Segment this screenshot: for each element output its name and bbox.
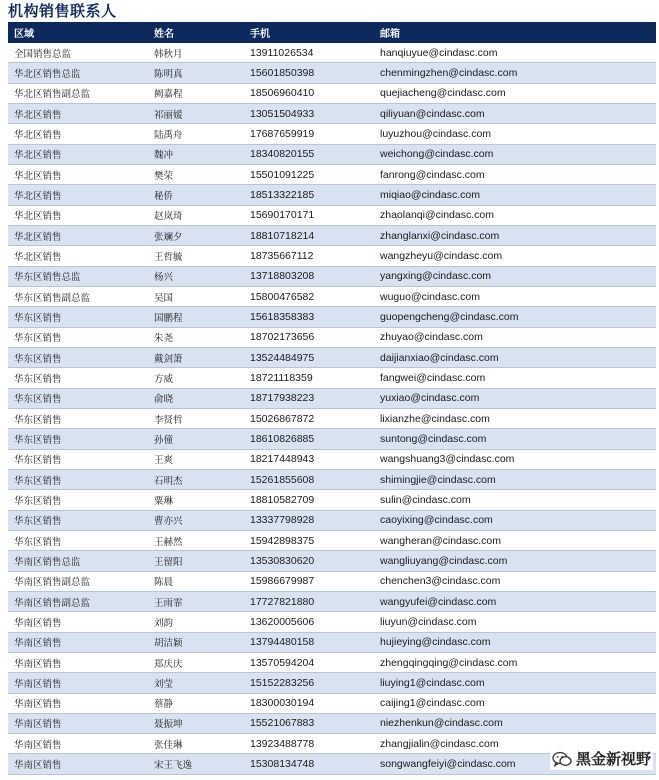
cell-email: wuguo@cindasc.com (374, 286, 656, 306)
cell-email: daijianxiao@cindasc.com (374, 347, 656, 367)
cell-region: 华东区销售 (8, 510, 148, 530)
cell-region: 华南区销售 (8, 754, 148, 774)
cell-email: luyuzhou@cindasc.com (374, 124, 656, 144)
cell-email: sulin@cindasc.com (374, 490, 656, 510)
cell-phone: 18513322185 (244, 185, 374, 205)
cell-phone: 13794480158 (244, 632, 374, 652)
cell-phone: 13718803208 (244, 266, 374, 286)
contact-table (8, 22, 656, 775)
cell-region: 华北区销售 (8, 246, 148, 266)
cell-phone: 15601850398 (244, 63, 374, 83)
cell-phone: 15501091225 (244, 164, 374, 184)
cell-region: 华南区销售 (8, 734, 148, 754)
table-row (8, 225, 656, 245)
cell-email: songwangfeiyi@cindasc.com (374, 754, 656, 774)
table-row (8, 612, 656, 632)
table-row (8, 408, 656, 428)
cell-email: qiliyuan@cindasc.com (374, 103, 656, 123)
cell-phone: 15690170171 (244, 205, 374, 225)
cell-email: liuying1@cindasc.com (374, 673, 656, 693)
cell-phone: 18340820155 (244, 144, 374, 164)
cell-region: 华北区销售 (8, 144, 148, 164)
cell-region: 华南区销售 (8, 652, 148, 672)
cell-email: niezhenkun@cindasc.com (374, 713, 656, 733)
cell-name: 王雨霏 (148, 591, 244, 611)
page-title: 机构销售联系人 (8, 2, 117, 20)
cell-phone: 15521067883 (244, 713, 374, 733)
cell-email: wangzheyu@cindasc.com (374, 246, 656, 266)
cell-email: zhaolanqi@cindasc.com (374, 205, 656, 225)
cell-email: shimingjie@cindasc.com (374, 469, 656, 489)
cell-region: 华北区销售 (8, 225, 148, 245)
cell-phone: 18506960410 (244, 83, 374, 103)
cell-name: 国鹏程 (148, 307, 244, 327)
cell-phone: 15942898375 (244, 530, 374, 550)
cell-region: 华南区销售 (8, 632, 148, 652)
cell-email: yuxiao@cindasc.com (374, 388, 656, 408)
cell-name: 韩秋月 (148, 43, 244, 63)
cell-name: 俞晓 (148, 388, 244, 408)
cell-phone: 18300030194 (244, 693, 374, 713)
cell-email: wangyufei@cindasc.com (374, 591, 656, 611)
table-row (8, 286, 656, 306)
cell-name: 赵岚琦 (148, 205, 244, 225)
table-row (8, 266, 656, 286)
cell-name: 戴剑箫 (148, 347, 244, 367)
cell-name: 孙僮 (148, 429, 244, 449)
cell-email: fangwei@cindasc.com (374, 368, 656, 388)
cell-name: 阙嘉程 (148, 83, 244, 103)
table-row (8, 632, 656, 652)
table-row (8, 164, 656, 184)
cell-name: 郑庆庆 (148, 652, 244, 672)
cell-phone: 13570594204 (244, 652, 374, 672)
cell-phone: 18610826885 (244, 429, 374, 449)
watermark-text: 黑金新视野 (575, 750, 651, 768)
cell-region: 华北区销售 (8, 185, 148, 205)
cell-phone: 13524484975 (244, 347, 374, 367)
table-row (8, 368, 656, 388)
table-row (8, 713, 656, 733)
table-row (8, 83, 656, 103)
cell-email: quejiacheng@cindasc.com (374, 83, 656, 103)
cell-region: 华南区销售总监 (8, 551, 148, 571)
cell-phone: 15618358383 (244, 307, 374, 327)
cell-name: 方威 (148, 368, 244, 388)
wechat-watermark (550, 747, 653, 770)
cell-name: 胡洁颖 (148, 632, 244, 652)
cell-region: 华东区销售 (8, 408, 148, 428)
table-row (8, 673, 656, 693)
cell-email: zhangjialin@cindasc.com (374, 734, 656, 754)
cell-email: wangliuyang@cindasc.com (374, 551, 656, 571)
cell-name: 陈晨 (148, 571, 244, 591)
cell-email: caoyixing@cindasc.com (374, 510, 656, 530)
cell-name: 秘侨 (148, 185, 244, 205)
cell-email: suntong@cindasc.com (374, 429, 656, 449)
wechat-icon (552, 751, 572, 767)
cell-name: 粟琳 (148, 490, 244, 510)
cell-phone: 13051504933 (244, 103, 374, 123)
cell-region: 华东区销售 (8, 307, 148, 327)
cell-email: caijing1@cindasc.com (374, 693, 656, 713)
cell-phone: 13620005606 (244, 612, 374, 632)
cell-region: 华东区销售 (8, 327, 148, 347)
cell-email: weichong@cindasc.com (374, 144, 656, 164)
cell-region: 华东区销售 (8, 347, 148, 367)
table-row (8, 510, 656, 530)
table-row (8, 693, 656, 713)
cell-name: 吴国 (148, 286, 244, 306)
table-header-row (8, 22, 656, 43)
cell-email: chenmingzhen@cindasc.com (374, 63, 656, 83)
cell-region: 华南区销售 (8, 673, 148, 693)
cell-name: 石明杰 (148, 469, 244, 489)
cell-region: 全国销售总监 (8, 43, 148, 63)
cell-phone: 18702173656 (244, 327, 374, 347)
cell-region: 华东区销售总监 (8, 266, 148, 286)
cell-region: 华北区销售 (8, 164, 148, 184)
cell-region: 华东区销售 (8, 368, 148, 388)
table-row (8, 388, 656, 408)
cell-region: 华南区销售 (8, 693, 148, 713)
cell-name: 魏冲 (148, 144, 244, 164)
cell-email: guopengcheng@cindasc.com (374, 307, 656, 327)
cell-phone: 15152283256 (244, 673, 374, 693)
cell-email: liuyun@cindasc.com (374, 612, 656, 632)
table-row (8, 144, 656, 164)
table-row (8, 103, 656, 123)
column-header-email: 邮箱 (374, 22, 656, 43)
cell-phone: 17727821880 (244, 591, 374, 611)
cell-name: 聂振坤 (148, 713, 244, 733)
table-row (8, 63, 656, 83)
cell-name: 蔡静 (148, 693, 244, 713)
cell-name: 樊荣 (148, 164, 244, 184)
cell-phone: 18810718214 (244, 225, 374, 245)
cell-name: 杨兴 (148, 266, 244, 286)
cell-name: 宋王飞逸 (148, 754, 244, 774)
cell-region: 华南区销售副总监 (8, 571, 148, 591)
cell-email: lixianzhe@cindasc.com (374, 408, 656, 428)
cell-region: 华东区销售 (8, 429, 148, 449)
cell-phone: 18721118359 (244, 368, 374, 388)
cell-name: 李贤哲 (148, 408, 244, 428)
table-body (8, 43, 656, 775)
column-header-name: 姓名 (148, 22, 244, 43)
cell-email: fanrong@cindasc.com (374, 164, 656, 184)
cell-name: 曹亦兴 (148, 510, 244, 530)
column-header-region: 区域 (8, 22, 148, 43)
cell-phone: 13911026534 (244, 43, 374, 63)
cell-name: 祁丽媛 (148, 103, 244, 123)
cell-phone: 13923488778 (244, 734, 374, 754)
cell-phone: 15026867872 (244, 408, 374, 428)
cell-phone: 18810582709 (244, 490, 374, 510)
cell-region: 华南区销售 (8, 612, 148, 632)
cell-phone: 15800476582 (244, 286, 374, 306)
cell-email: chenchen3@cindasc.com (374, 571, 656, 591)
cell-name: 王哲毓 (148, 246, 244, 266)
cell-region: 华东区销售 (8, 449, 148, 469)
table-row (8, 449, 656, 469)
cell-email: miqiao@cindasc.com (374, 185, 656, 205)
cell-name: 王留阳 (148, 551, 244, 571)
table-row (8, 429, 656, 449)
cell-email: hujieying@cindasc.com (374, 632, 656, 652)
cell-name: 刘韵 (148, 612, 244, 632)
cell-name: 张佳琳 (148, 734, 244, 754)
cell-region: 华南区销售 (8, 713, 148, 733)
table-row (8, 652, 656, 672)
cell-email: yangxing@cindasc.com (374, 266, 656, 286)
table-row (8, 490, 656, 510)
table-row (8, 205, 656, 225)
cell-email: zhuyao@cindasc.com (374, 327, 656, 347)
table-row (8, 469, 656, 489)
cell-name: 陆禹舟 (148, 124, 244, 144)
table-row (8, 530, 656, 550)
cell-phone: 15308134748 (244, 754, 374, 774)
cell-name: 王爽 (148, 449, 244, 469)
cell-region: 华东区销售 (8, 469, 148, 489)
cell-email: zhanglanxi@cindasc.com (374, 225, 656, 245)
cell-email: zhengqingqing@cindasc.com (374, 652, 656, 672)
table-row (8, 124, 656, 144)
table-row (8, 347, 656, 367)
cell-phone: 17687659919 (244, 124, 374, 144)
column-header-phone: 手机 (244, 22, 374, 43)
cell-region: 华北区销售 (8, 205, 148, 225)
cell-email: hanqiuyue@cindasc.com (374, 43, 656, 63)
table-row (8, 571, 656, 591)
cell-phone: 15986679987 (244, 571, 374, 591)
cell-region: 华南区销售副总监 (8, 591, 148, 611)
cell-region: 华东区销售 (8, 530, 148, 550)
cell-region: 华东区销售 (8, 388, 148, 408)
cell-phone: 18735667112 (244, 246, 374, 266)
table-row (8, 591, 656, 611)
cell-region: 华北区销售总监 (8, 63, 148, 83)
cell-phone: 15261855608 (244, 469, 374, 489)
cell-region: 华北区销售副总监 (8, 83, 148, 103)
cell-region: 华北区销售 (8, 124, 148, 144)
cell-region: 华东区销售 (8, 490, 148, 510)
cell-phone: 13337798928 (244, 510, 374, 530)
cell-name: 陈明真 (148, 63, 244, 83)
table-row (8, 43, 656, 63)
table-row (8, 307, 656, 327)
cell-phone: 18217448943 (244, 449, 374, 469)
cell-name: 王赫然 (148, 530, 244, 550)
cell-phone: 18717938223 (244, 388, 374, 408)
cell-region: 华东区销售副总监 (8, 286, 148, 306)
cell-name: 刘莹 (148, 673, 244, 693)
table-row (8, 185, 656, 205)
cell-email: wangheran@cindasc.com (374, 530, 656, 550)
cell-region: 华北区销售 (8, 103, 148, 123)
table-row (8, 327, 656, 347)
cell-name: 朱尧 (148, 327, 244, 347)
cell-phone: 13530830620 (244, 551, 374, 571)
table-row (8, 246, 656, 266)
table-row (8, 551, 656, 571)
cell-email: wangshuang3@cindasc.com (374, 449, 656, 469)
cell-name: 张斓夕 (148, 225, 244, 245)
